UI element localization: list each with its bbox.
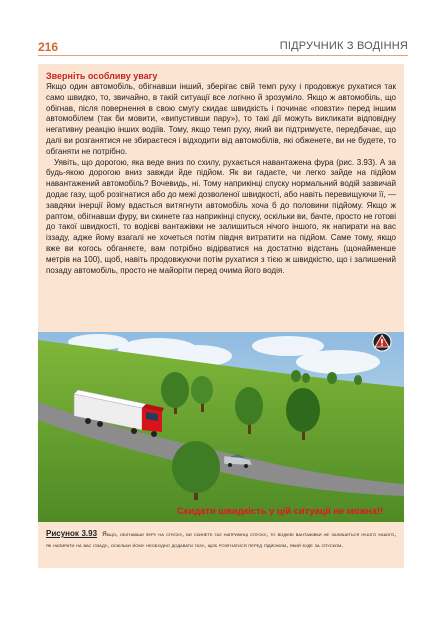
page-number: 216 [38,40,59,54]
notice-panel [38,64,404,332]
running-title: ПІДРУЧНИК З ВОДІННЯ [279,40,408,52]
figure-caption [38,522,404,568]
figure-scene [38,332,404,522]
notice-title: Зверніть особливу увагу [46,71,158,81]
warning-sign-icon [373,333,391,351]
notice-paragraph-1: Якщо один автомобіль, обігнавши інший, зберігає свій темп руху і продовжує рухатися так само швидко, то, звичайно, в такій ситуації все логічно й зрозуміло. Якщо ж автомобіль, що обігнав, після повернення в свою смугу скидає швидкість і починає «повзти» перед іншим автомобілем (так би мовити, «випустивши пару»), то такі дії можуть викликати відповідну негативну реакцію інших водіїв. Тому, якщо темп руху, який ви підтримуєте, передбачає, що далі ви розганятися не збираєтеся і відходити від автомобілів, які обженете, ви не будете, то обганяти не потрібно. [46,82,396,156]
figure-illustration [38,332,404,522]
header-rule [38,55,408,56]
figure-banner-text: Скидати швидкість у цій ситуації не можна!! [176,505,384,516]
page-header [38,38,408,58]
notice-paragraph-2: Уявіть, що дорогою, яка веде вниз по схилу, рухається навантажена фура (рис. 3.93). А за будь-якою дорогою вниз завжди йде підйом. Як ви гадаєте, чи легко зайде на підйом навантажений автомобіль? Вочевидь, ні. Тому наприкінці спуску нормальний водій зазвичай додає газу, щоб розігнатися або до межі дозволеної швидкості, або навіть перевищуючи її, — завдяки інерції йому вдасться витягнути автомобіль хоча б до половини підйому. Якщо ж раптом, обігнавши фуру, ви скинете газ наприкінці спуску, оскільки ви, бачте, просто не готові до такої швидкості, то водієві вантажівки не залишиться нічого іншого, як напирати на вас іззаду, адже йому взагалі не хочеться потім півдня витратити на підйом. Саме тому, якщо вже ви когось обганяєте, вам потрібно відірватися на достатню відстань (щонайменше метрів на 100), щоб, навіть продовжуючи потім рухатися з тією ж швидкістю, що і залишений позаду автомобіль, просто не майоріти перед очима його водія. [46,157,396,275]
caption-label: Рисунок 3.93 [46,529,98,538]
caption-text: Якщо, обігнавши фуру на спуску, ви скинете газ наприкінці спуску, то водієві вантажівки не залишиться нічого іншого, як напирати на вас іззаду, оскільки йому необхідно додавати газу, щоб розігнатися перед підйомом, який буде за спуском. [46,531,396,549]
